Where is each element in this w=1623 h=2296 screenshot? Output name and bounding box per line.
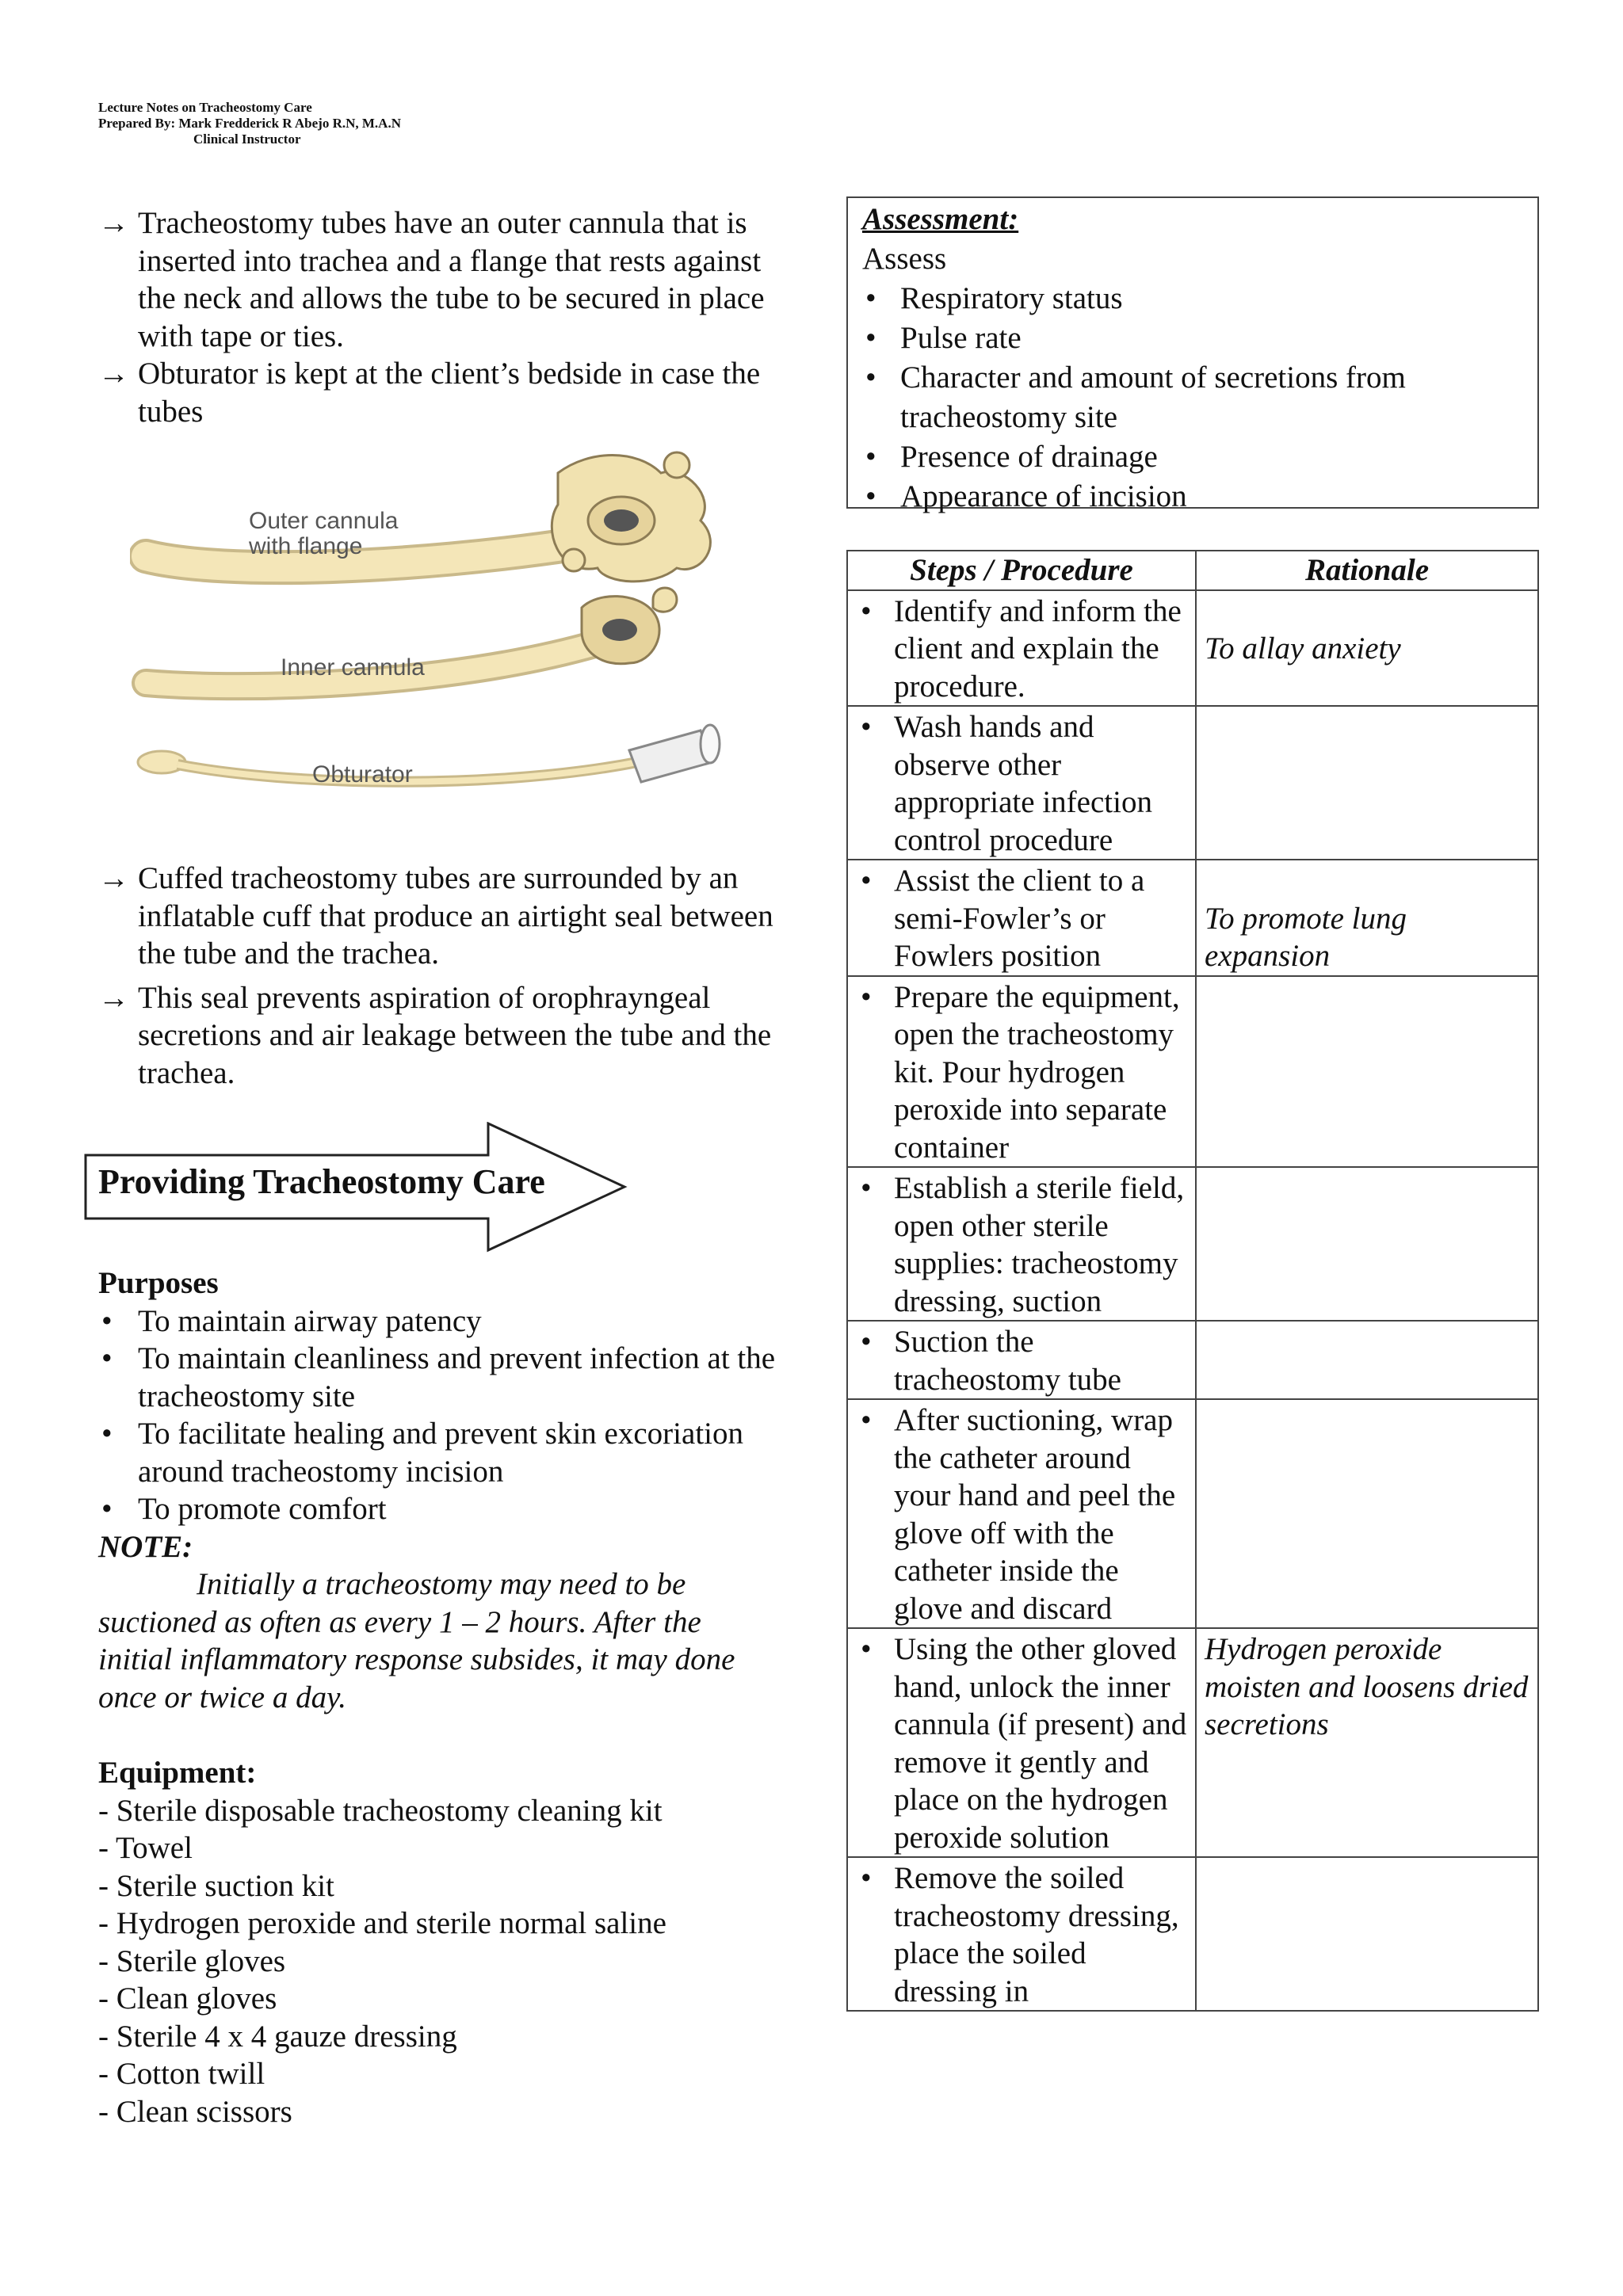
intro-item — [98, 204, 780, 355]
intro-item — [98, 355, 780, 430]
list-item: • To promote comfort — [98, 1490, 780, 1528]
list-item: - Sterile gloves — [98, 1943, 286, 1978]
rationale-text — [1196, 1321, 1538, 1399]
list-item: - Sterile disposable tracheostomy cleaning kit — [98, 1793, 663, 1828]
arrow-icon: → — [98, 861, 129, 895]
intro-text: Obturator is kept at the client’s bedside in case the tubes — [138, 357, 761, 429]
cuffed-text: This seal prevents aspiration of orophrayngeal secretions and air leakage between the tube and the trachea. — [138, 980, 772, 1090]
label-obturator: Obturator — [312, 761, 413, 788]
intro-text: Tracheostomy tubes have an outer cannula that is inserted into trachea and a flange that rests against the neck and allows the tube to be secured in place with tape or ties. — [138, 206, 765, 353]
list-item: • To facilitate healing and prevent skin excoriation around tracheostomy incision — [98, 1415, 780, 1490]
section-banner — [84, 1122, 780, 1264]
assessment-list — [862, 279, 1523, 517]
list-item: • To maintain cleanliness and prevent infection at the tracheostomy site — [98, 1340, 780, 1415]
column-header-rationale: Rationale — [1196, 551, 1538, 590]
rationale-text — [1196, 706, 1538, 860]
assessment-box — [846, 196, 1539, 513]
step-text: • After suctioning, wrap the catheter around your hand and peel the glove off with the catheter inside the glove and discard — [856, 1402, 1187, 1627]
rationale-text — [1196, 976, 1538, 1168]
tracheostomy-tube-figure — [130, 449, 748, 837]
step-text: • Remove the soiled tracheostomy dressing, place the soiled dressing in — [856, 1859, 1187, 2010]
column-header-steps: Steps / Procedure — [847, 551, 1196, 590]
list-item: - Clean gloves — [98, 1981, 277, 2016]
table-row — [847, 1321, 1538, 1399]
rationale-text — [1196, 1857, 1538, 2011]
table-row — [847, 1628, 1538, 1857]
table-header-row — [847, 551, 1538, 590]
label-outer-cannula: Outer cannula — [249, 508, 399, 534]
list-item: - Clean scissors — [98, 2094, 292, 2129]
table-row — [847, 590, 1538, 707]
arrow-icon: → — [98, 980, 129, 1015]
table-row — [847, 706, 1538, 860]
purposes-list — [98, 1302, 780, 1528]
list-item: - Sterile suction kit — [98, 1868, 334, 1903]
purposes-heading: Purposes — [98, 1266, 219, 1300]
assessment-intro: Assess — [862, 242, 947, 276]
arrow-icon: → — [98, 357, 129, 391]
header-author: Prepared By: Mark Fredderick R Abejo R.N, M.A.N — [98, 116, 401, 131]
header-role: Clinical Instructor — [193, 132, 301, 147]
left-column — [98, 204, 780, 2130]
cuffed-item — [98, 979, 780, 1093]
list-item: - Cotton twill — [98, 2057, 265, 2091]
step-text: • Suction the tracheostomy tube — [856, 1323, 1187, 1398]
equipment-heading: Equipment: — [98, 1756, 257, 1790]
table-row — [847, 860, 1538, 976]
header-title: Lecture Notes on Tracheostomy Care — [98, 100, 312, 115]
assessment-title: Assessment: — [862, 202, 1019, 236]
label-inner-cannula: Inner cannula — [281, 654, 425, 681]
cuffed-item — [98, 860, 780, 973]
table-row — [847, 1167, 1538, 1321]
step-text: • Assist the client to a semi-Fowler’s or Fowlers position — [856, 862, 1187, 975]
rationale-text — [1196, 1167, 1538, 1321]
table-row — [847, 1399, 1538, 1628]
list-item: - Towel — [98, 1831, 193, 1865]
document-header — [98, 100, 401, 147]
rationale-text: Hydrogen peroxide moisten and loosens dried secretions — [1196, 1628, 1538, 1857]
list-item: • Appearance of incision — [862, 477, 1523, 517]
step-text: • Establish a sterile field, open other sterile supplies: tracheostomy dressing, suction — [856, 1169, 1187, 1320]
rationale-text: To allay anxiety — [1196, 590, 1538, 707]
list-item: • Presence of drainage — [862, 437, 1523, 477]
note-heading: NOTE: — [98, 1529, 193, 1564]
table-row — [847, 1857, 1538, 2011]
list-item: • Character and amount of secretions from tracheostomy site — [862, 358, 1523, 437]
list-item: - Sterile 4 x 4 gauze dressing — [98, 2019, 457, 2054]
step-text: • Using the other gloved hand, unlock the inner cannula (if present) and remove it gently and place on the hydrogen peroxide solution — [856, 1630, 1187, 1856]
steps-table — [846, 550, 1539, 2012]
cuffed-text: Cuffed tracheostomy tubes are surrounded by an inflatable cuff that produce an airtight seal between the tube and the trachea. — [138, 861, 773, 971]
tracheostomy-tube-illustration — [130, 449, 748, 837]
rationale-text — [1196, 1399, 1538, 1628]
svg-text:with flange: with flange — [249, 533, 363, 559]
rationale-text: To promote lung expansion — [1196, 860, 1538, 976]
step-text: • Prepare the equipment, open the tracheostomy kit. Pour hydrogen peroxide into separate container — [856, 978, 1187, 1167]
table-row — [847, 976, 1538, 1168]
section-title: Providing Tracheostomy Care — [98, 1162, 545, 1201]
equipment-list — [98, 1792, 780, 2131]
list-item: • Pulse rate — [862, 318, 1523, 358]
list-item: • To maintain airway patency — [98, 1302, 780, 1341]
list-item: • Respiratory status — [862, 279, 1523, 318]
list-item: - Hydrogen peroxide and sterile normal saline — [98, 1906, 666, 1940]
note-text: Initially a tracheostomy may need to be suctioned as often as every 1 – 2 hours. After the initial inflammatory response subsides, it may done once or twice a day. — [98, 1567, 735, 1714]
arrow-icon: → — [98, 206, 129, 240]
step-text: • Identify and inform the client and explain the procedure. — [856, 593, 1187, 706]
step-text: • Wash hands and observe other appropriate infection control procedure — [856, 708, 1187, 859]
